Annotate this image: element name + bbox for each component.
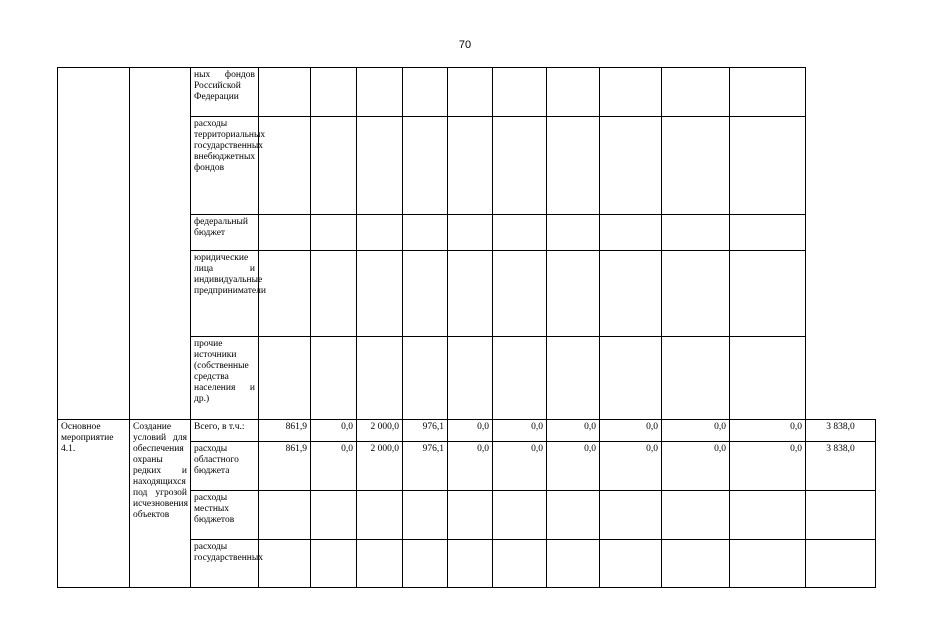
value-cell: 0,0 (662, 442, 730, 491)
table-row (58, 420, 876, 442)
source-cell: прочие источники (собственные средства населения и др.) (191, 337, 259, 420)
source-cell: расходы областного бюджета (191, 442, 259, 491)
budget-table (57, 67, 876, 588)
value-cell: 0,0 (493, 420, 547, 442)
total-cell: 3 838,0 (806, 442, 876, 491)
event-name-cell: Основное мероприятие 4.1. (58, 420, 130, 588)
value-cell: 2 000,0 (357, 442, 403, 491)
event-desc-cell: Создание условий для обеспечения охраны редких и находящихся под угрозой исчезновения объектов (130, 420, 191, 588)
source-cell: юридические лица и индивидуальные предприниматели (191, 251, 259, 337)
value-cell: 0,0 (547, 442, 600, 491)
value-cell: 0,0 (493, 442, 547, 491)
value-cell: 976,1 (403, 442, 448, 491)
value-cell: 0,0 (600, 420, 662, 442)
value-cell: 0,0 (662, 420, 730, 442)
value-cell: 0,0 (448, 420, 493, 442)
value-cell: 0,0 (311, 420, 357, 442)
value-cell: 861,9 (259, 442, 311, 491)
value-cell: 0,0 (311, 442, 357, 491)
total-cell: 3 838,0 (806, 420, 876, 442)
source-cell: Всего, в т.ч.: (191, 420, 259, 442)
source-cell: расходы местных бюджетов (191, 491, 259, 540)
source-cell: расходы государственных (191, 540, 259, 588)
value-cell: 976,1 (403, 420, 448, 442)
value-cell: 0,0 (600, 442, 662, 491)
value-cell: 2 000,0 (357, 420, 403, 442)
source-cell: ных фондов Российской Федерации (191, 68, 259, 117)
event-name-cell (58, 68, 130, 420)
value-cell: 0,0 (730, 442, 806, 491)
page-number: 70 (458, 39, 472, 51)
value-cell: 0,0 (448, 442, 493, 491)
source-cell: расходы территориальных государственных внебюджетных фондов (191, 117, 259, 215)
value-cell: 0,0 (730, 420, 806, 442)
event-desc-cell (130, 68, 191, 420)
table-row (58, 68, 876, 117)
source-cell: федеральный бюджет (191, 215, 259, 251)
value-cell: 0,0 (547, 420, 600, 442)
value-cell: 861,9 (259, 420, 311, 442)
